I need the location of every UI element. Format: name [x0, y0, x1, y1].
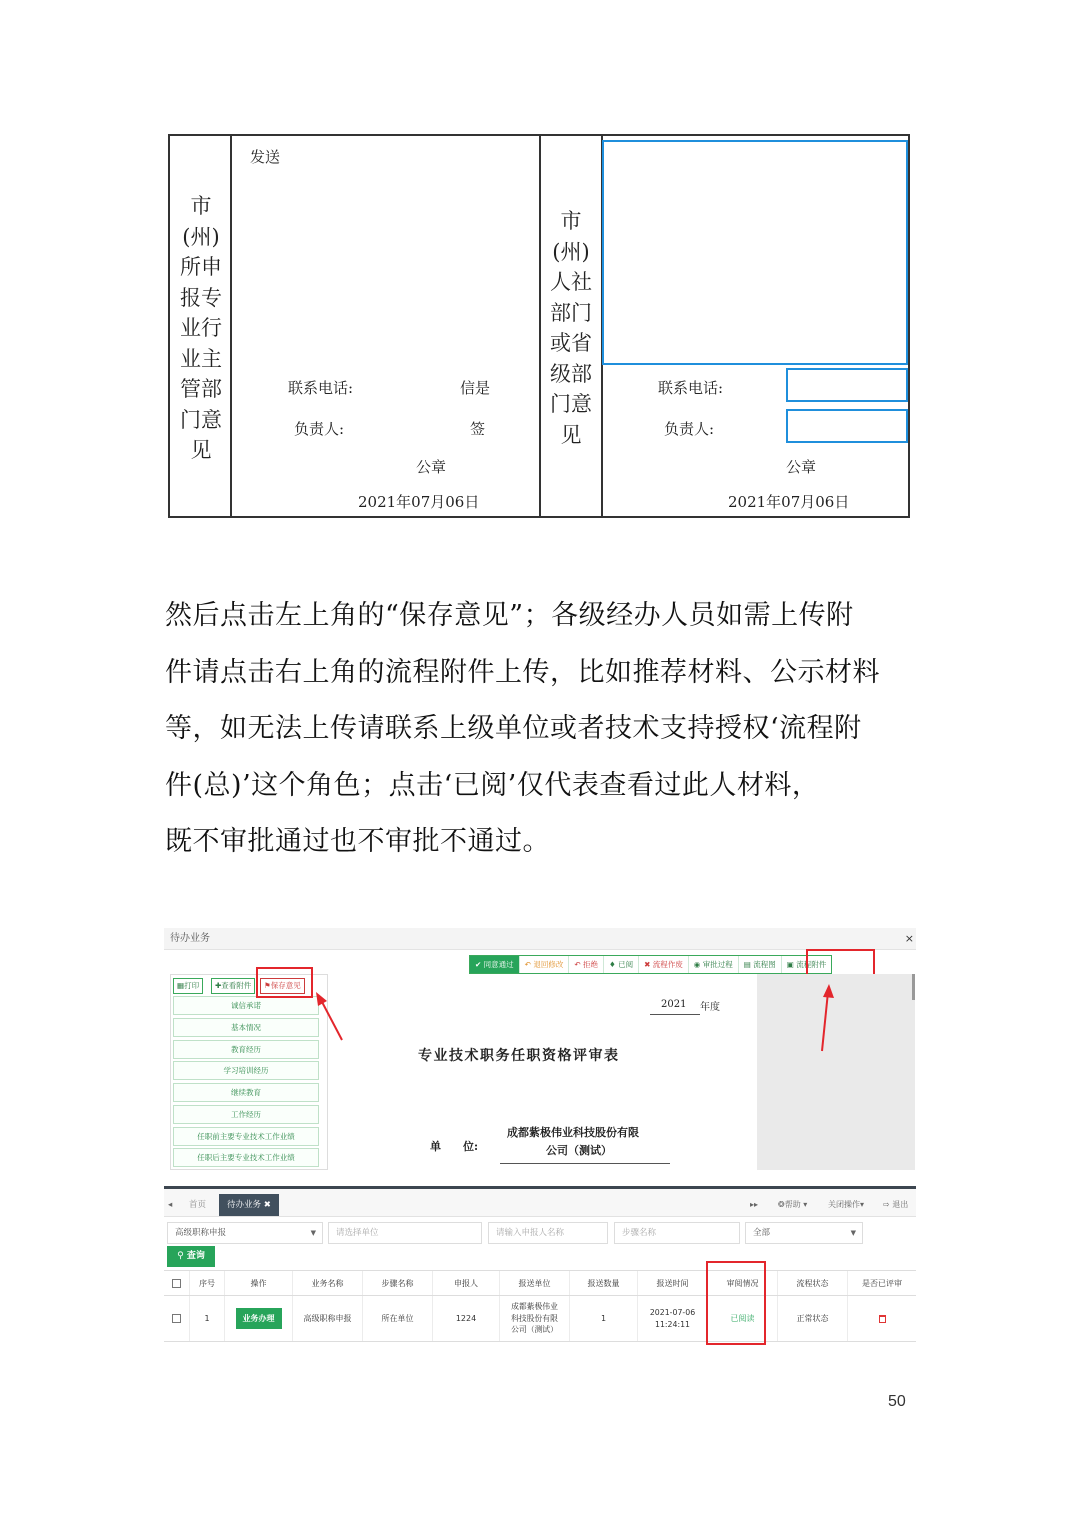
row-unit: 成都紫极伟业 科技股份有限 公司（测试）: [499, 1296, 569, 1341]
category-select[interactable]: 高级职称申报 ▼: [167, 1222, 323, 1244]
close-icon[interactable]: ×: [904, 932, 914, 945]
opinion-form: [168, 134, 910, 518]
column-header: 是否已评审: [847, 1271, 916, 1295]
doc-year-label: 年度: [700, 1002, 720, 1013]
unit-value: 公司（测试）: [546, 1144, 612, 1157]
row-review: 已阅读: [707, 1296, 777, 1341]
opinion-textarea[interactable]: [602, 140, 908, 365]
page-number: 50: [888, 1393, 906, 1410]
flowchart-button[interactable]: ▤ 流程图: [739, 956, 782, 973]
query-button[interactable]: ⚲ 查询: [167, 1246, 215, 1267]
left-column-label: 市 (州) 所申 报专 业行 业主 管部 门意 见: [180, 194, 222, 462]
scope-select[interactable]: 全部 ▼: [745, 1222, 863, 1244]
row-count: 1: [569, 1296, 637, 1341]
column-header: 报送时间: [637, 1271, 707, 1295]
step-input[interactable]: 步骤名称: [614, 1222, 740, 1244]
phone-input[interactable]: [786, 368, 908, 402]
delete-icon[interactable]: [879, 1315, 886, 1323]
column-header: 申报人: [432, 1271, 499, 1295]
menu-item[interactable]: 任职前主要专业技术工作业绩: [173, 1127, 319, 1146]
send-label: 发送: [250, 148, 281, 166]
menu-item[interactable]: 任职后主要专业技术工作业绩: [173, 1148, 319, 1167]
row-business: 高级职称申报: [292, 1296, 362, 1341]
column-header: 报送数量: [569, 1271, 637, 1295]
seal-label: 公章: [786, 458, 817, 476]
unit-label: 单 位:: [430, 1140, 479, 1153]
menu-item[interactable]: 工作经历: [173, 1105, 319, 1124]
chevron-down-icon: ▼: [310, 1229, 316, 1237]
tab-home[interactable]: 首页: [189, 1200, 207, 1210]
column-header: 步骤名称: [362, 1271, 432, 1295]
person-input[interactable]: [786, 409, 908, 443]
todo-list-screenshot: [164, 1186, 916, 1368]
business-handle-button[interactable]: 业务办理: [236, 1308, 282, 1329]
row-time: 2021-07-06 11:24:11: [637, 1296, 707, 1341]
row-checkbox[interactable]: [164, 1296, 189, 1341]
return-button[interactable]: ↶ 退回修改: [520, 956, 570, 973]
tab-bar: [164, 1189, 916, 1217]
logout-button[interactable]: ⇨ 退出: [883, 1200, 909, 1209]
approve-button[interactable]: ✔ 同意通过: [470, 956, 520, 973]
row-status: 正常状态: [777, 1296, 847, 1341]
todo-window-screenshot: [164, 928, 916, 1170]
approval-history-button[interactable]: ◉ 审批过程: [689, 956, 739, 973]
menu-item[interactable]: 继续教育: [173, 1083, 319, 1102]
menu-item[interactable]: 学习培训经历: [173, 1061, 319, 1080]
column-header: 序号: [189, 1271, 224, 1295]
applicant-input[interactable]: 请输入申报人名称: [488, 1222, 608, 1244]
instruction-paragraph: 然后点击左上角的“保存意见”；各级经办人员如需上传附 件请点击右上角的流程附件上传，比如推荐材料、公示材料 等，如无法上传请联系上级单位或者技术支持授权‘流程附 件(总)’这个角色；点击‘已阅’仅代表查看过此人材料， 既不审批通过也不审批不通过。: [165, 600, 880, 857]
sign-text: 签: [470, 420, 486, 438]
table-header: [164, 1270, 916, 1296]
date-text: 2021年07月06日: [358, 493, 480, 511]
row-step: 所在单位: [362, 1296, 432, 1341]
xinshi-text: 信是: [460, 379, 491, 397]
menu-item[interactable]: 诚信承诺: [173, 996, 319, 1015]
form-divider: [230, 136, 232, 516]
nav-prev-icon[interactable]: ◂: [168, 1200, 173, 1210]
phone-label: 联系电话:: [288, 379, 354, 397]
tab-close-icon[interactable]: ✖: [263, 1200, 271, 1210]
menu-item[interactable]: 教育经历: [173, 1040, 319, 1059]
flow-attachment-button[interactable]: ▣ 流程附件: [782, 956, 831, 973]
nav-next-icon[interactable]: ▸▸: [750, 1200, 759, 1209]
column-header: 操作: [224, 1271, 292, 1295]
window-title: 待办业务: [164, 928, 916, 950]
seal-label: 公章: [416, 458, 447, 476]
void-button[interactable]: ✖ 流程作废: [639, 956, 689, 973]
arrow-line-icon: [321, 1000, 342, 1040]
column-header: 审阅情况: [707, 1271, 777, 1295]
right-column-label: 市 (州) 人社 部门 或省 级部 门意 见: [550, 209, 592, 447]
menu-item[interactable]: 基本情况: [173, 1018, 319, 1037]
unit-select[interactable]: 请选择单位: [328, 1222, 482, 1244]
view-attachment-button[interactable]: ✚查看附件: [211, 978, 255, 994]
doc-year: 2021: [661, 999, 687, 1010]
phone-label: 联系电话:: [658, 379, 724, 397]
date-text: 2021年07月06日: [728, 493, 850, 511]
table-row: [164, 1296, 916, 1342]
column-header: 报送单位: [499, 1271, 569, 1295]
save-opinion-button[interactable]: ⚑保存意见: [260, 978, 305, 994]
row-action: [224, 1296, 292, 1341]
row-applicant: 1224: [432, 1296, 499, 1341]
read-button[interactable]: ♦ 已阅: [604, 956, 639, 973]
column-header: 流程状态: [777, 1271, 847, 1295]
help-menu[interactable]: ❂帮助 ▾: [778, 1200, 808, 1209]
highlight-review-column: [706, 1261, 766, 1345]
doc-title: 专业技术职务任职资格评审表: [418, 1048, 620, 1064]
tab-todo[interactable]: 待办业务 ✖: [219, 1194, 279, 1216]
unit-value: 成都紫极伟业科技股份有限: [507, 1126, 639, 1139]
select-all-checkbox[interactable]: [164, 1271, 189, 1295]
row-reviewed: [847, 1296, 916, 1341]
print-button[interactable]: ▦打印: [173, 978, 203, 994]
person-label: 负责人:: [664, 420, 715, 438]
arrow-head-icon: [823, 984, 834, 998]
person-label: 负责人:: [294, 420, 345, 438]
annotation-arrows: [164, 928, 916, 1170]
arrow-head-icon: [316, 992, 327, 1006]
reject-button[interactable]: ↶ 拒绝: [569, 956, 604, 973]
arrow-line-icon: [822, 992, 828, 1051]
column-header: 业务名称: [292, 1271, 362, 1295]
chevron-down-icon: ▼: [850, 1229, 856, 1237]
row-index: 1: [189, 1296, 224, 1341]
close-ops-menu[interactable]: 关闭操作▾: [828, 1200, 865, 1209]
